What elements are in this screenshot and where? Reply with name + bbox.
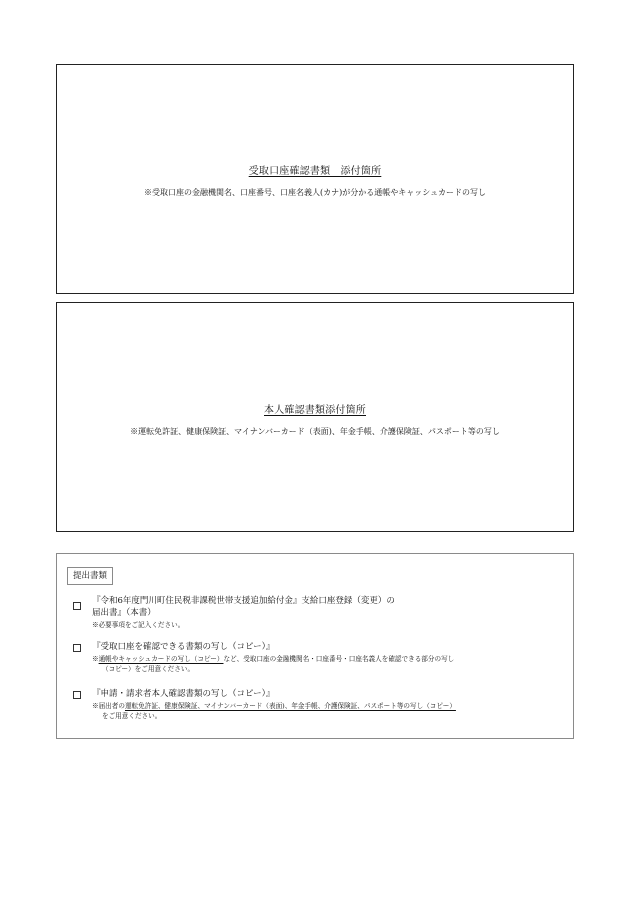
identity-proof-title: 『申請・請求者本人確認書類の写し（コピー）』: [92, 689, 275, 699]
identity-proof-note-line2: をご用意ください。: [102, 711, 162, 720]
identity-proof-note-underlined: 運転免許証、健康保険証、マイナンバーカード（表面)、年金手帳、介護保険証、パスポート等の写し（コピー）: [124, 702, 456, 710]
identity-document-attachment-title: 本人確認書類添付箇所: [264, 405, 366, 416]
application-form-checkbox[interactable]: [73, 602, 81, 610]
application-form-title-line1: 『令和6年度門川町住民税非課税世帯支援追加給付金』支給口座登録（変更）の: [92, 596, 395, 606]
identity-proof-note-prefix: ※届出者の: [92, 702, 125, 710]
application-form-title-line2: 届出書』（本書）: [92, 608, 156, 618]
identity-document-attachment-box: [56, 302, 574, 532]
account-proof-text: [92, 641, 561, 674]
account-proof-note-prefix: ※: [92, 655, 99, 663]
account-proof-note-rest: など、受取口座の金融機関名・口座番号・口座名義人を確認できる部分の写し: [223, 655, 455, 663]
account-proof-note-underlined: 通帳やキャッシュカードの写し（コピー）: [98, 655, 224, 663]
account-proof-note-line2: （コピー）をご用意ください。: [102, 664, 195, 673]
application-form-text: [92, 595, 561, 631]
account-proof-checkbox[interactable]: [73, 644, 81, 652]
submission-documents-label: 提出書類: [67, 567, 113, 585]
identity-document-attachment-note: ※運転免許証、健康保険証、マイナンバーカード（表面)、年金手帳、介護保険証、パスポート等の写し: [130, 427, 500, 436]
account-proof-note-line1: [92, 655, 561, 665]
submission-documents-panel: [56, 553, 574, 739]
identity-proof-note-line1: [92, 702, 561, 712]
account-proof-title: 『受取口座を確認できる書類の写し（コピー）』: [92, 642, 275, 652]
receiving-account-attachment-title: 受取口座確認書類 添付箇所: [248, 166, 382, 177]
application-form-note: ※必要事項をご記入ください。: [92, 621, 185, 629]
identity-proof-checkbox[interactable]: [73, 691, 81, 699]
receiving-account-attachment-note: ※受取口座の金融機関名、口座番号、口座名義人(カナ)が分かる通帳やキャッシュカードの写し: [143, 188, 487, 197]
identity-proof-text: [92, 688, 561, 721]
receiving-account-attachment-box: [56, 64, 574, 294]
